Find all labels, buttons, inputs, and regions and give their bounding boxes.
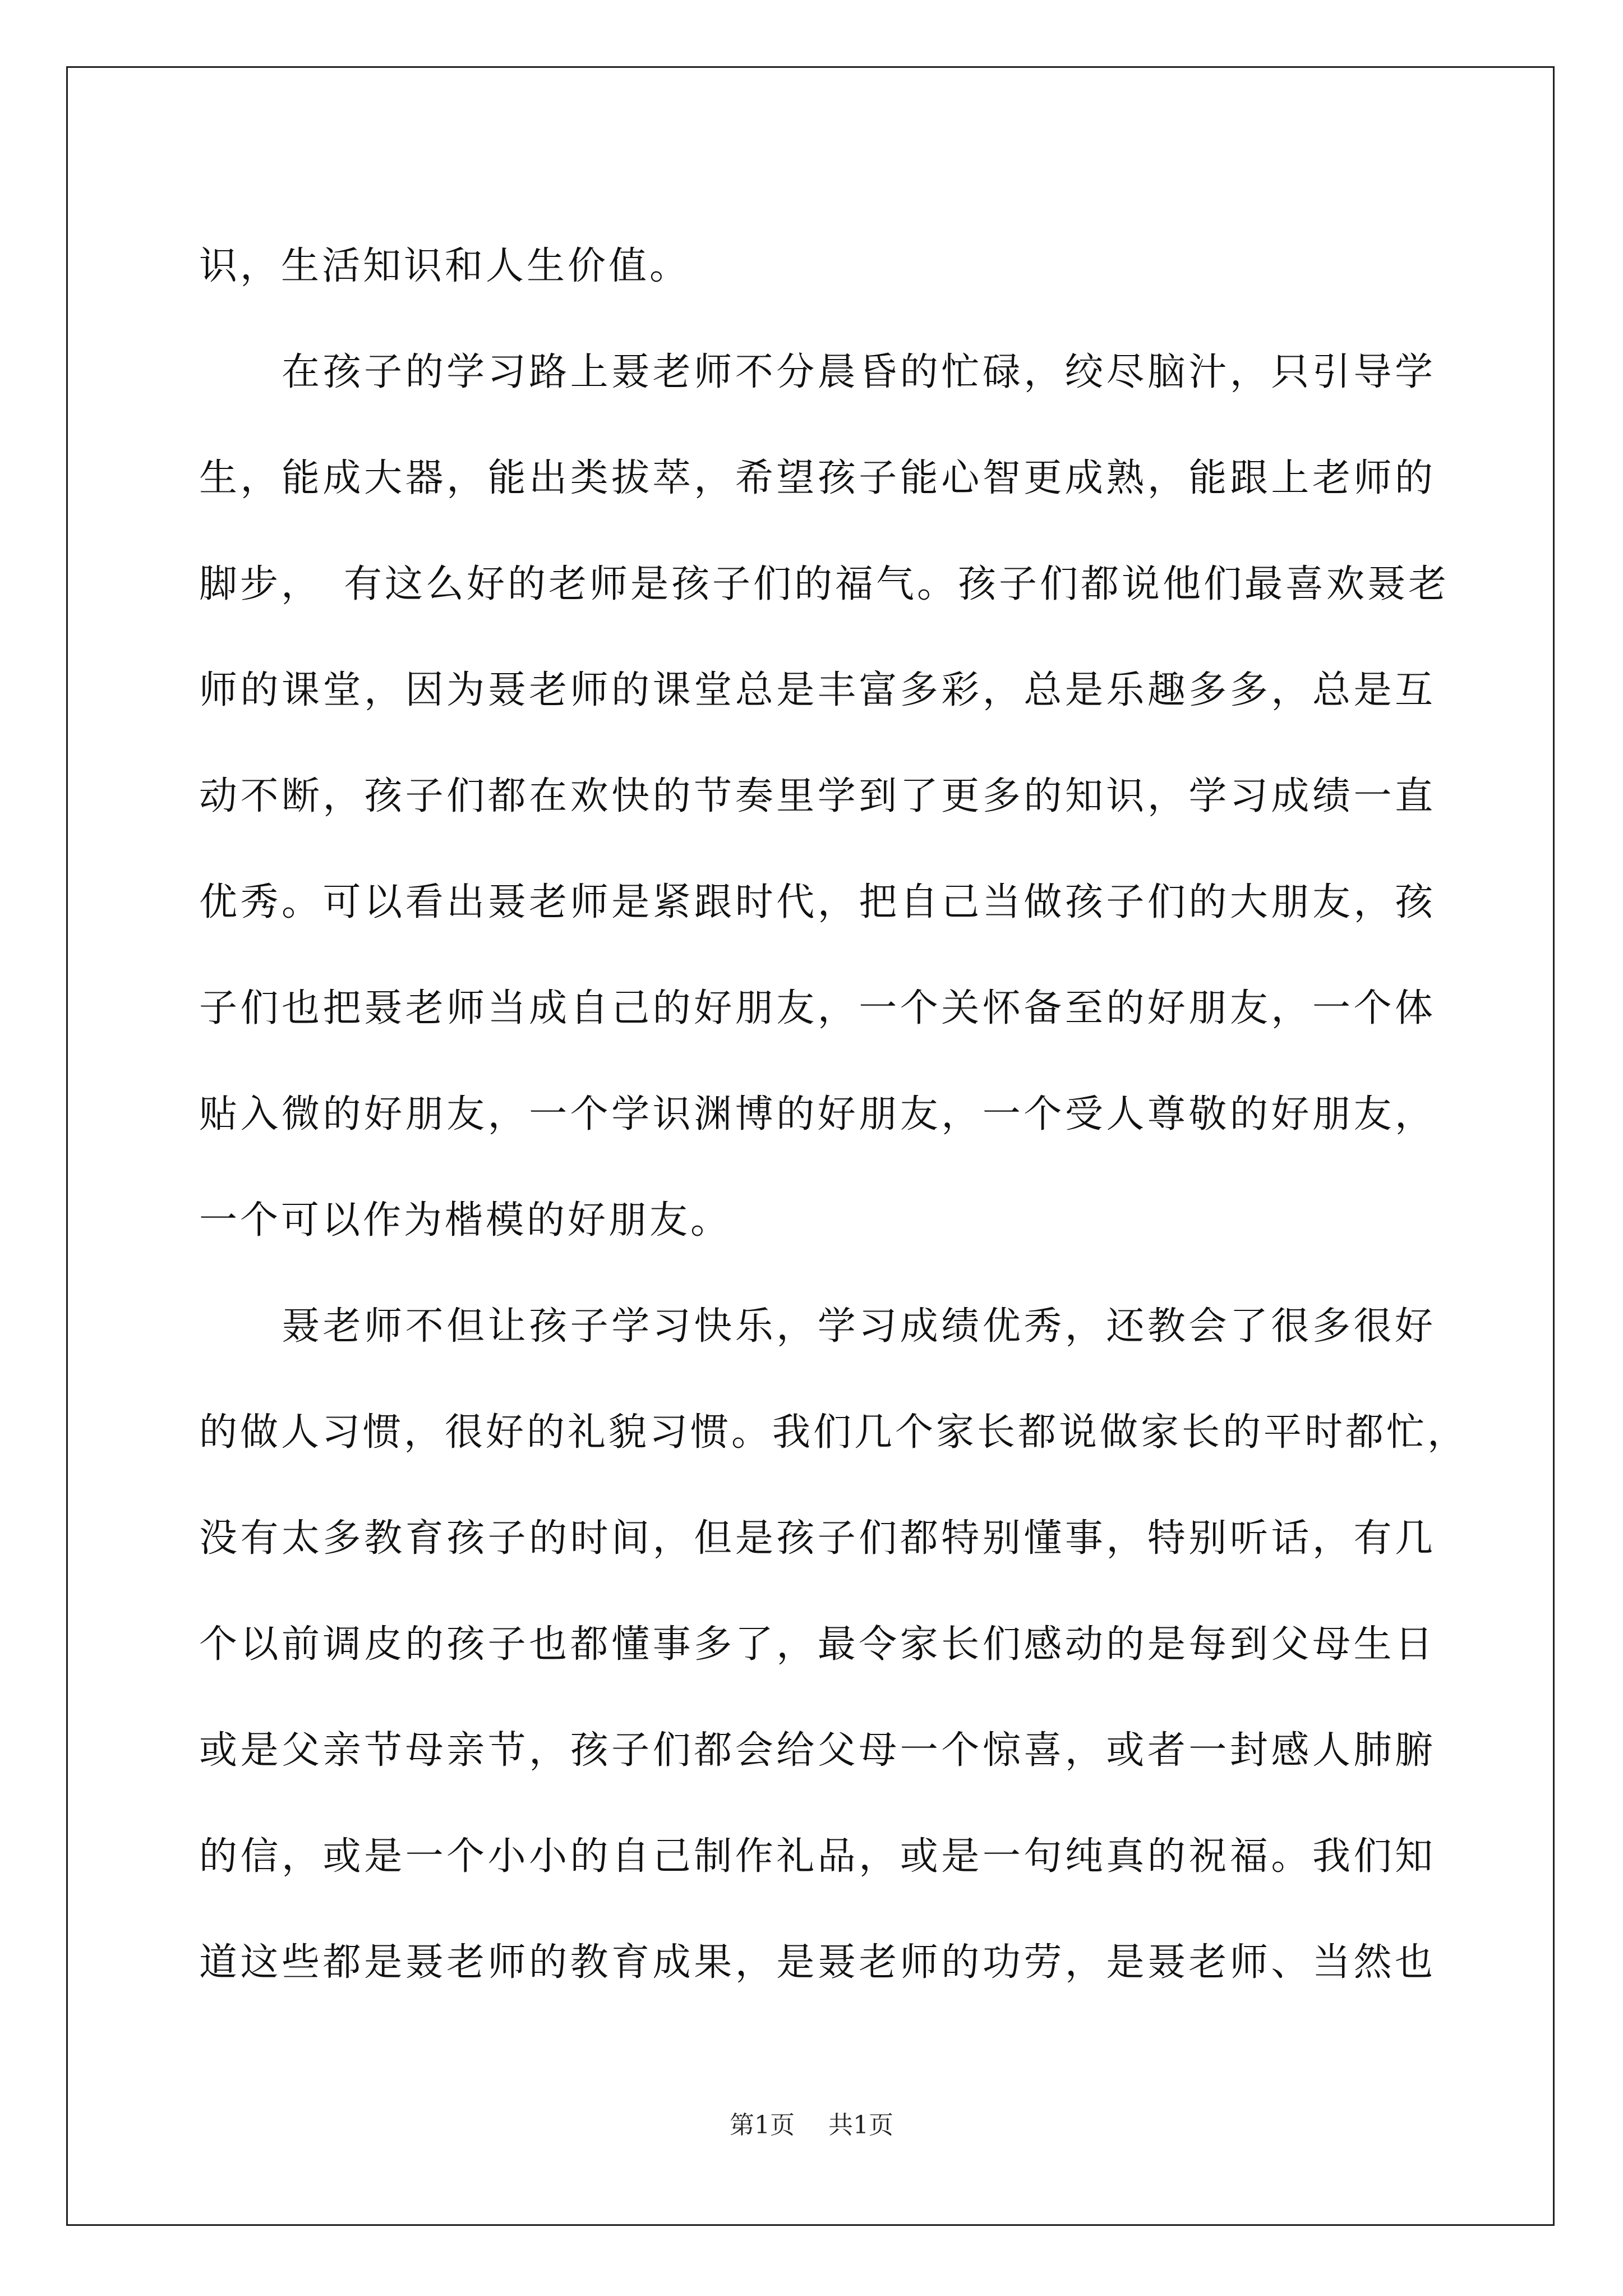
text-line: 贴入微的好朋友，一个学识渊博的好朋友，一个受人尊敬的好朋友， <box>199 1092 1436 1137</box>
text-line: 在孩子的学习路上聂老师不分晨昏的忙碌，绞尽脑汁，只引导学 <box>199 350 1436 394</box>
page-footer <box>0 2105 1623 2141</box>
text-line: 子们也把聂老师当成自己的好朋友，一个关怀备至的好朋友，一个体 <box>199 986 1436 1030</box>
text-line: 个以前调皮的孩子也都懂事多了，最令家长们感动的是每到父母生日 <box>199 1622 1436 1667</box>
text-line: 道这些都是聂老师的教育成果，是聂老师的功劳，是聂老师、当然也 <box>199 1940 1436 1985</box>
text-line: 识，生活知识和人生价值。 <box>199 244 691 288</box>
text-line: 或是父亲节母亲节，孩子们都会给父母一个惊喜，或者一封感人肺腑 <box>199 1728 1436 1773</box>
page-number: 第1页 <box>730 2111 795 2139</box>
page-total: 共1页 <box>828 2111 893 2139</box>
text-line: 脚步， 有这么好的老师是孩子们的福气。孩子们都说他们最喜欢聂老 <box>199 562 1450 606</box>
text-line: 没有太多教育孩子的时间，但是孩子们都特别懂事，特别听话，有几 <box>199 1516 1436 1561</box>
text-line: 动不断，孩子们都在欢快的节奏里学到了更多的知识，学习成绩一直 <box>199 774 1436 818</box>
text-line: 师的课堂，因为聂老师的课堂总是丰富多彩，总是乐趣多多，总是互 <box>199 668 1436 712</box>
text-line: 的做人习惯，很好的礼貌习惯。我们几个家长都说做家长的平时都忙， <box>199 1410 1469 1455</box>
text-line: 的信，或是一个小小的自己制作礼品，或是一句纯真的祝福。我们知 <box>199 1834 1436 1879</box>
text-line: 生，能成大器，能出类拔萃，希望孩子能心智更成熟，能跟上老师的 <box>199 456 1436 500</box>
text-line: 聂老师不但让孩子学习快乐，学习成绩优秀，还教会了很多很好 <box>199 1304 1436 1349</box>
text-line: 优秀。可以看出聂老师是紧跟时代，把自己当做孩子们的大朋友，孩 <box>199 880 1436 924</box>
text-line: 一个可以作为楷模的好朋友。 <box>199 1198 732 1243</box>
document-body <box>199 213 1469 2016</box>
